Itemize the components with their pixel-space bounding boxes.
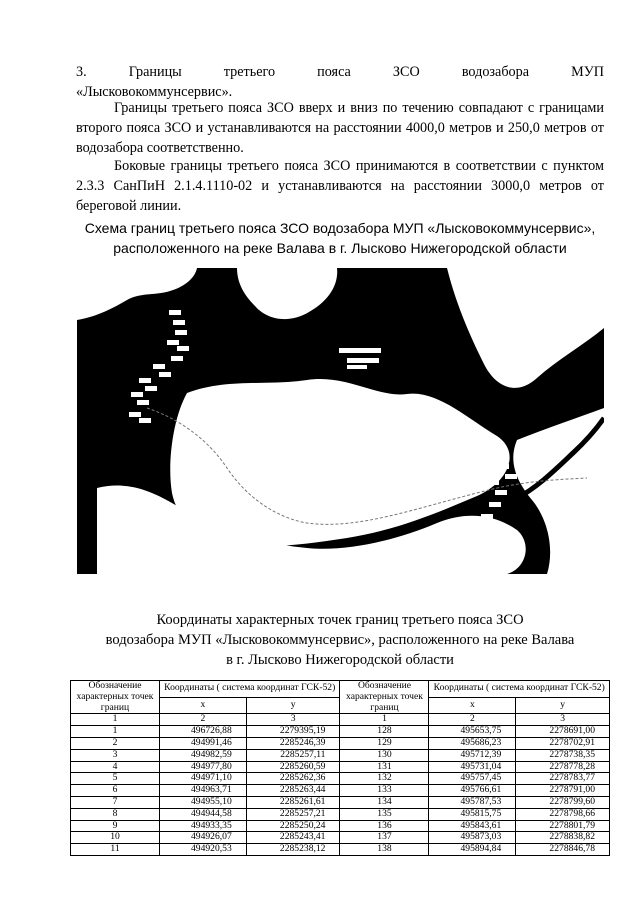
- y-coordinate-cell: 2285250,24: [246, 820, 340, 832]
- y-coordinate-cell: 2278838,82: [516, 832, 610, 844]
- point-number-cell: 137: [340, 832, 429, 844]
- x-coordinate-cell: 495757,45: [429, 773, 516, 785]
- point-number-cell: 5: [71, 773, 160, 785]
- map-label-water-intake: [339, 348, 381, 353]
- x-coordinate-cell: 494955,10: [160, 796, 247, 808]
- point-number-cell: 129: [340, 737, 429, 749]
- zone-boundary-map: [77, 268, 604, 574]
- point-number-cell: 135: [340, 808, 429, 820]
- header-x-left: х: [160, 697, 247, 714]
- table-row: [71, 761, 610, 773]
- table-header-row: [71, 681, 610, 698]
- header-designation-left: Обозначение характерных точек границ: [71, 681, 160, 714]
- x-coordinate-cell: 494933,35: [160, 820, 247, 832]
- table-row: [71, 832, 610, 844]
- point-number-cell: 4: [71, 761, 160, 773]
- x-coordinate-cell: 495894,84: [429, 844, 516, 856]
- point-number-cell: 132: [340, 773, 429, 785]
- y-coordinate-cell: 2285262,36: [246, 773, 340, 785]
- table-row: [71, 749, 610, 761]
- point-number-cell: 136: [340, 820, 429, 832]
- paragraph-upstream-downstream: Границы третьего пояса ЗСО вверх и вниз по течению совпадают с границами второго пояса ЗСО и устанавливаются на расстоянии 4000,0 метров и 250,0 метров от водозабора соответственно.: [76, 100, 604, 156]
- section-3-heading-continuation: «Лысковокоммунсервис».: [76, 84, 233, 100]
- point-number-cell: 6: [71, 785, 160, 797]
- header-y-right: у: [516, 697, 610, 714]
- point-number-cell: 3: [71, 749, 160, 761]
- x-coordinate-cell: 495686,23: [429, 737, 516, 749]
- x-coordinate-cell: 494926,07: [160, 832, 247, 844]
- table-row: [71, 726, 610, 738]
- y-coordinate-cell: 2278783,77: [516, 773, 610, 785]
- y-coordinate-cell: 2278691,00: [516, 726, 610, 738]
- x-coordinate-cell: 494963,71: [160, 785, 247, 797]
- y-coordinate-cell: 2285246,39: [246, 737, 340, 749]
- point-number-cell: 11: [71, 844, 160, 856]
- map-caption: Схема границ третьего пояса ЗСО водозабора МУП «Лысковокоммунсервис», расположенного на реке Валава в г. Лысково Нижегородской области: [84, 220, 596, 256]
- table-row: [71, 808, 610, 820]
- y-coordinate-cell: 2278846,78: [516, 844, 610, 856]
- point-number-cell: 9: [71, 820, 160, 832]
- header-coords-right: Координаты ( система координат ГСК-52): [429, 681, 610, 698]
- point-number-cell: 133: [340, 785, 429, 797]
- x-coordinate-cell: 495843,61: [429, 820, 516, 832]
- y-coordinate-cell: 2278799,60: [516, 796, 610, 808]
- y-coordinate-cell: 2285260,59: [246, 761, 340, 773]
- point-number-cell: 131: [340, 761, 429, 773]
- y-coordinate-cell: 2285238,12: [246, 844, 340, 856]
- x-coordinate-cell: 495815,75: [429, 808, 516, 820]
- table-row: [71, 773, 610, 785]
- header-x-right: х: [429, 697, 516, 714]
- y-coordinate-cell: 2285257,11: [246, 749, 340, 761]
- x-coordinate-cell: 496726,88: [160, 726, 247, 738]
- header-designation-right: Обозначение характерных точек границ: [340, 681, 429, 714]
- point-number-cell: 1: [71, 726, 160, 738]
- x-coordinate-cell: 494991,46: [160, 737, 247, 749]
- x-coordinate-cell: 494977,80: [160, 761, 247, 773]
- coordinates-table: [70, 680, 610, 856]
- header-y-left: у: [246, 697, 340, 714]
- y-coordinate-cell: 2279395,19: [246, 726, 340, 738]
- y-coordinate-cell: 2278778,28: [516, 761, 610, 773]
- point-number-cell: 134: [340, 796, 429, 808]
- x-coordinate-cell: 495873,03: [429, 832, 516, 844]
- header-coords-left: Координаты ( система координат ГСК-52): [160, 681, 340, 698]
- point-number-cell: 8: [71, 808, 160, 820]
- table-row: [71, 820, 610, 832]
- y-coordinate-cell: 2278702,91: [516, 737, 610, 749]
- y-coordinate-cell: 2285261,61: [246, 796, 340, 808]
- x-coordinate-cell: 495766,61: [429, 785, 516, 797]
- x-coordinate-cell: 494944,58: [160, 808, 247, 820]
- point-number-cell: 128: [340, 726, 429, 738]
- table-row: [71, 796, 610, 808]
- x-coordinate-cell: 494971,10: [160, 773, 247, 785]
- x-coordinate-cell: 495712,39: [429, 749, 516, 761]
- table-row: [71, 785, 610, 797]
- x-coordinate-cell: 495787,53: [429, 796, 516, 808]
- y-coordinate-cell: 2278738,35: [516, 749, 610, 761]
- y-coordinate-cell: 2285243,41: [246, 832, 340, 844]
- x-coordinate-cell: 494920,53: [160, 844, 247, 856]
- table-row: [71, 844, 610, 856]
- table-caption: Координаты характерных точек границ третьего пояса ЗСО водозабора МУП «Лысковокоммунсервис», расположенного на реке Валава в г. Лысково Нижегородской области: [105, 612, 575, 668]
- y-coordinate-cell: 2278798,66: [516, 808, 610, 820]
- point-number-cell: 2: [71, 737, 160, 749]
- y-coordinate-cell: 2285257,21: [246, 808, 340, 820]
- x-coordinate-cell: 495653,75: [429, 726, 516, 738]
- section-3-heading-line: 3. Границы третьего пояса ЗСО водозабора МУП: [76, 64, 604, 80]
- point-number-cell: 138: [340, 844, 429, 856]
- x-coordinate-cell: 495731,04: [429, 761, 516, 773]
- point-number-cell: 7: [71, 796, 160, 808]
- y-coordinate-cell: 2278791,00: [516, 785, 610, 797]
- section-3-heading: [76, 62, 604, 102]
- table-colnum-row: 1 2 3 1 2 3: [71, 714, 610, 726]
- x-coordinate-cell: 494982,59: [160, 749, 247, 761]
- map-image: [77, 268, 604, 574]
- point-number-cell: 10: [71, 832, 160, 844]
- y-coordinate-cell: 2285263,44: [246, 785, 340, 797]
- paragraph-lateral-boundaries: Боковые границы третьего пояса ЗСО принимаются в соответствии с пунктом 2.3.3 СанПиН 2.1.4.1110-02 и устанавливаются на расстоянии 3000,0 метров от береговой линии.: [76, 158, 604, 214]
- y-coordinate-cell: 2278801,79: [516, 820, 610, 832]
- table-row: [71, 737, 610, 749]
- point-number-cell: 130: [340, 749, 429, 761]
